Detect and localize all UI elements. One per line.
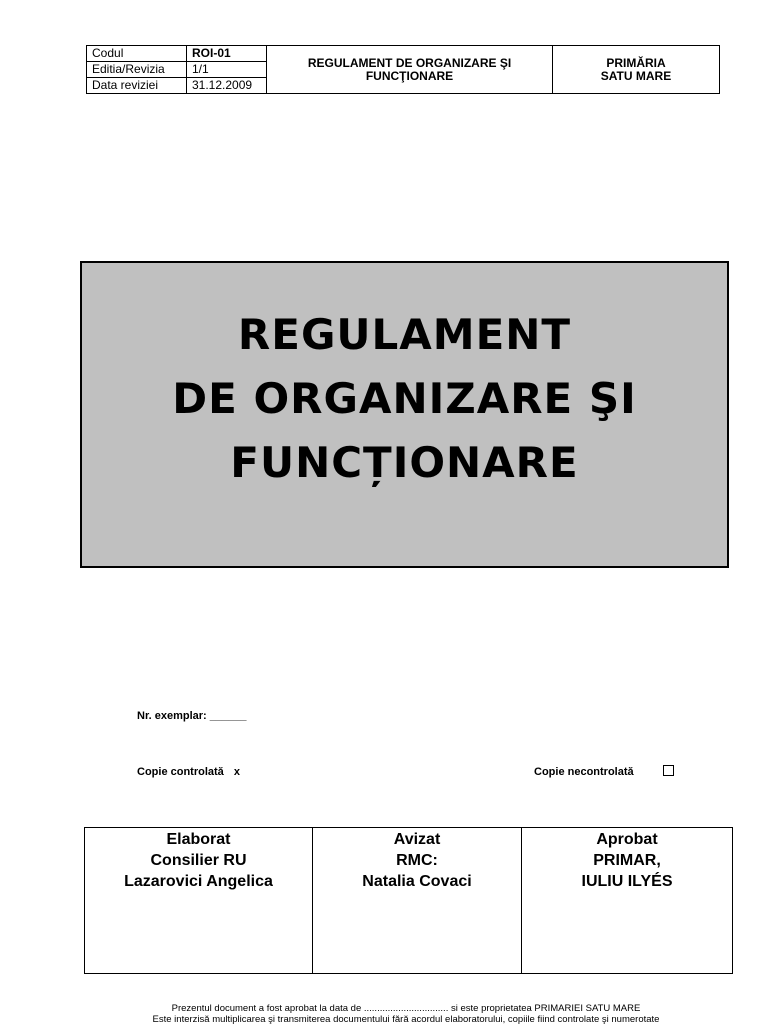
edition-label: Editia/Revizia [87,62,187,78]
signature-name: IULIU ILYÉS [581,873,673,890]
edition-value: 1/1 [187,62,267,78]
org-line-1: PRIMĂRIA [606,55,666,70]
signature-role: Avizat [393,831,441,848]
title-line-2: DE ORGANIZARE ŞI [172,374,637,423]
code-label: Codul [87,46,187,62]
code-value: ROI-01 [187,46,267,62]
signature-position: RMC: [396,852,438,869]
controlled-copy-label: Copie controlată [137,766,224,778]
controlled-copy [137,766,240,778]
uncontrolled-copy-checkbox[interactable] [663,765,674,776]
title-line-3: FUNCȚIONARE [230,438,579,487]
footer-line-2: Este interzisă multiplicarea şi transmiterea documentului fără acordul elaboratorului, copiile fiind controlate şi numerotate [152,1014,660,1025]
signature-elaborated [85,828,313,974]
header-title-line-2: FUNCŢIONARE [365,68,454,83]
uncontrolled-copy-label: Copie necontrolată [534,766,634,778]
revision-date-value: 31.12.2009 [187,78,267,94]
title-box [80,261,729,568]
signature-role: Elaborat [166,831,231,848]
signature-role: Aprobat [596,831,658,848]
header-organization [553,46,720,94]
footer-notice [0,1003,768,1025]
footer-line-1: Prezentul document a fost aprobat la data de ................................ si este proprietatea PRIMARIEI SATU MARE [171,1003,641,1014]
controlled-copy-mark: x [233,766,240,778]
signature-position: Consilier RU [150,852,247,869]
revision-date-label: Data reviziei [87,78,187,94]
signature-endorsed [313,828,522,974]
title-line-1: REGULAMENT [237,310,572,359]
org-line-2: SATU MARE [600,68,672,83]
document-header-table [86,45,720,94]
signature-name: Natalia Covaci [362,873,472,890]
signature-approved [522,828,733,974]
signature-position: PRIMAR, [593,852,661,869]
signature-name: Lazarovici Angelica [124,873,273,890]
signature-table [84,827,733,974]
header-document-title [267,46,553,94]
copy-number: Nr. exemplar: ______ [137,710,247,722]
header-title-line-1: REGULAMENT DE ORGANIZARE ŞI [307,55,512,70]
